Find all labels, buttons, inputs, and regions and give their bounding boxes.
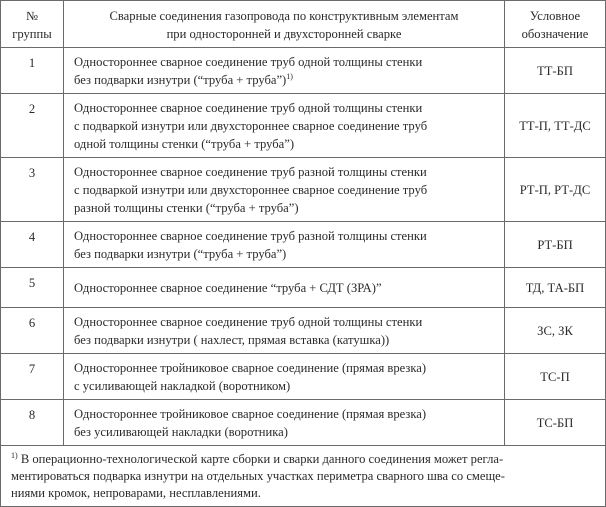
row-number: 5 [1, 268, 64, 308]
header-designation: Условное обозначение [505, 1, 606, 48]
row-number: 7 [1, 354, 64, 400]
row-description: Одностороннее сварное соединение труб разной толщины стенки без подварки изнутри (“труба + труба”) [64, 222, 505, 268]
footnote-mark: 1) [11, 451, 18, 460]
header-description: Сварные соединения газопровода по конструктивным элементам при односторонней и двухсторонней сварке [64, 1, 505, 48]
row-designation: ТТ-БП [505, 48, 606, 94]
row-designation: ЗС, ЗК [505, 308, 606, 354]
table-row [1, 400, 606, 446]
row-description: Одностороннее тройниковое сварное соединение (прямая врезка) без усиливающей накладки (воротника) [64, 400, 505, 446]
table-row [1, 48, 606, 94]
row-description: Одностороннее сварное соединение труб разной толщины стенки с подваркой изнутри или двухстороннее сварное соединение труб разной толщины стенки (“труба + труба”) [64, 158, 505, 222]
row-description: Одностороннее тройниковое сварное соединение (прямая врезка) с усиливающей накладкой (воротником) [64, 354, 505, 400]
row-number: 8 [1, 400, 64, 446]
table-row [1, 268, 606, 308]
row-description: Одностороннее сварное соединение труб одной толщины стенки с подваркой изнутри или двухстороннее сварное соединение труб одной толщины стенки (“труба + труба”) [64, 94, 505, 158]
row-designation: РТ-П, РТ-ДС [505, 158, 606, 222]
footnote: $^{1)}$ В операционно-технологической карте сборки и сварки данного соединения может регла- ментироваться подварка изнутри на отдельных участках периметра сварного шва со смеще- ниями кромок, непроварами, несплавлениями. [1, 446, 606, 507]
table-row [1, 222, 606, 268]
row-description: Одностороннее сварное соединение труб одной толщины стенки без подварки изнутри (“труба + труба”)$^{1)}$ [64, 48, 505, 94]
footnote-row [1, 446, 606, 507]
table-header-row [1, 1, 606, 48]
row-designation: ТД, ТА-БП [505, 268, 606, 308]
row-designation: ТС-БП [505, 400, 606, 446]
table-row [1, 158, 606, 222]
row-number: 3 [1, 158, 64, 222]
row-number: 4 [1, 222, 64, 268]
table-row [1, 94, 606, 158]
header-group-number: № группы [1, 1, 64, 48]
row-number: 1 [1, 48, 64, 94]
row-number: 2 [1, 94, 64, 158]
footnote-ref: 1) [286, 72, 293, 81]
row-description: Одностороннее сварное соединение труб одной толщины стенки без подварки изнутри ( нахлест, прямая вставка (катушка)) [64, 308, 505, 354]
row-designation: РТ-БП [505, 222, 606, 268]
row-designation: ТС-П [505, 354, 606, 400]
row-designation: ТТ-П, ТТ-ДС [505, 94, 606, 158]
row-description: Одностороннее сварное соединение “труба + СДТ (ЗРА)” [64, 268, 505, 308]
table-row [1, 354, 606, 400]
table-row [1, 308, 606, 354]
row-number: 6 [1, 308, 64, 354]
